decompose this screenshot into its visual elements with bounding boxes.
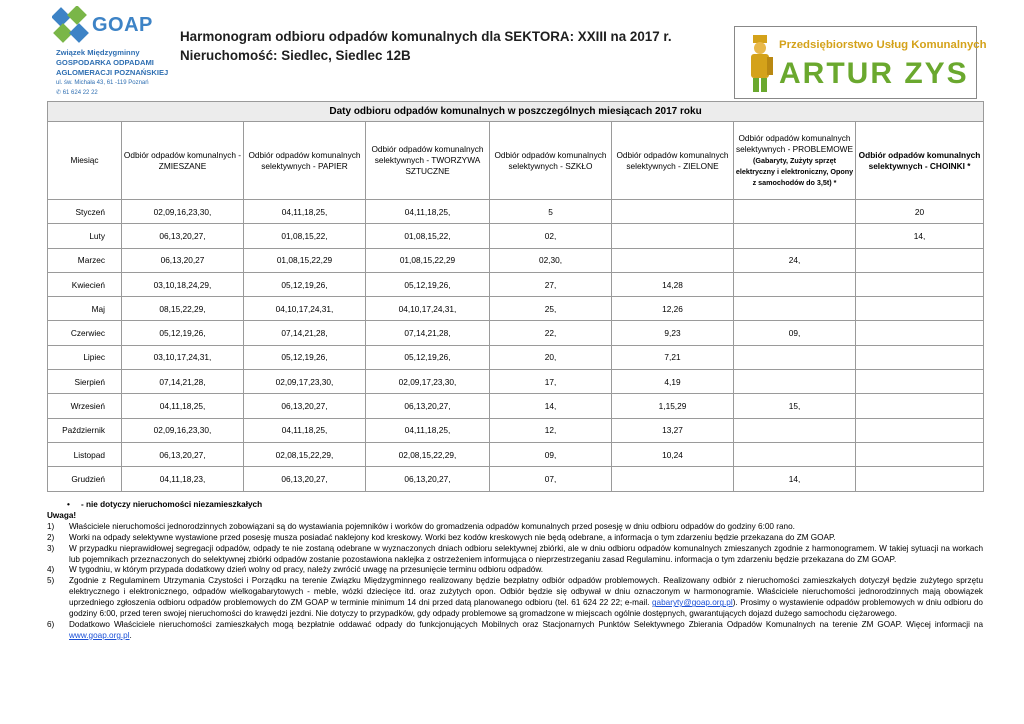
column-header-plastic: Odbiór odpadów komunalnych selektywnych - TWORZYWA SZTUCZNE — [366, 122, 490, 200]
column-header-green: Odbiór odpadów komunalnych selektywnych - ZIELONE — [612, 122, 734, 200]
column-header-paper: Odbiór odpadów komunalnych selektywnych - PAPIER — [244, 122, 366, 200]
date-cell: 05,12,19,26, — [366, 345, 490, 369]
date-cell: 04,10,17,24,31, — [366, 297, 490, 321]
month-cell: Marzec — [48, 248, 122, 272]
date-cell: 05,12,19,26, — [244, 345, 366, 369]
date-cell — [856, 345, 984, 369]
company-logo — [734, 26, 987, 99]
goap-word: GOAP — [92, 14, 153, 36]
date-cell: 02,30, — [490, 248, 612, 272]
date-cell: 12,26 — [612, 297, 734, 321]
date-cell: 06,13,20,27, — [244, 394, 366, 418]
goap-phone: ✆ 61 624 22 22 — [56, 90, 98, 96]
table-row — [48, 272, 984, 296]
date-cell: 02,08,15,22,29, — [366, 442, 490, 466]
date-cell: 09, — [734, 321, 856, 345]
month-cell: Kwiecień — [48, 272, 122, 296]
month-cell: Październik — [48, 418, 122, 442]
month-cell: Lipiec — [48, 345, 122, 369]
title-line-2: Nieruchomość: Siedlec, Siedlec 12B — [180, 48, 411, 63]
month-cell: Grudzień — [48, 467, 122, 491]
date-cell: 14,28 — [612, 272, 734, 296]
company-name: ARTUR ZYS — [779, 57, 969, 90]
table-row — [48, 321, 984, 345]
date-cell — [734, 224, 856, 248]
date-cell — [856, 442, 984, 466]
date-cell: 05,12,19,26, — [244, 272, 366, 296]
date-cell: 04,11,18,25, — [122, 394, 244, 418]
date-cell — [856, 272, 984, 296]
column-header-problem-sub: (Gabaryty, Zużyty sprzęt elektryczny i elektroniczny, Opony z samochodów do 3,5t) * — [735, 156, 854, 187]
date-cell — [612, 224, 734, 248]
table-row — [48, 442, 984, 466]
date-cell — [734, 345, 856, 369]
table-row — [48, 418, 984, 442]
date-cell: 04,11,18,25, — [244, 418, 366, 442]
schedule-table — [47, 101, 984, 492]
date-cell: 20, — [490, 345, 612, 369]
date-cell: 06,13,20,27 — [122, 248, 244, 272]
date-cell — [856, 248, 984, 272]
goap-address: ul. św. Michała 43, 61 -119 Poznań — [56, 80, 149, 86]
warning-heading: Uwaga! — [47, 510, 77, 520]
date-cell — [734, 272, 856, 296]
date-cell: 02,09,17,23,30, — [366, 370, 490, 394]
goap-line: Związek Międzygminny — [56, 48, 140, 57]
notes-section — [47, 500, 983, 642]
goap-lines — [56, 48, 180, 98]
date-cell: 20 — [856, 200, 984, 224]
date-cell: 01,08,15,22,29 — [366, 248, 490, 272]
date-cell: 24, — [734, 248, 856, 272]
date-cell: 01,08,15,22, — [244, 224, 366, 248]
note-item: 1) Właściciele nieruchomości jednorodzinnych zobowiązani są do wystawiania pojemników i worków do gromadzenia odpadów komunalnych przed posesję w dniu odbioru odpadów do godziny 6:00 rano. — [47, 521, 795, 531]
table-row — [48, 297, 984, 321]
page-title — [180, 27, 672, 65]
date-cell: 1,15,29 — [612, 394, 734, 418]
date-cell: 06,13,20,27, — [366, 467, 490, 491]
date-cell: 06,13,20,27, — [122, 224, 244, 248]
date-cell: 02,09,16,23,30, — [122, 200, 244, 224]
month-cell: Listopad — [48, 442, 122, 466]
date-cell: 04,10,17,24,31, — [244, 297, 366, 321]
date-cell: 06,13,20,27, — [122, 442, 244, 466]
table-row — [48, 200, 984, 224]
date-cell: 03,10,18,24,29, — [122, 272, 244, 296]
table-row — [48, 467, 984, 491]
date-cell: 04,11,18,25, — [244, 200, 366, 224]
date-cell — [734, 297, 856, 321]
worker-figure-icon — [745, 33, 777, 95]
table-row — [48, 394, 984, 418]
date-cell — [612, 248, 734, 272]
date-cell: 04,11,18,25, — [366, 200, 490, 224]
month-cell: Sierpień — [48, 370, 122, 394]
note-item: 2) Worki na odpady selektywne wystawione przed posesję musza posiadać naklejony kod kreskowy. Worki bez kodów kreskowych nie będą odebrane, a informacja o tym zdarzeniu będzie przekazana do ZM GOAP. — [47, 532, 836, 542]
date-cell: 17, — [490, 370, 612, 394]
date-cell — [734, 200, 856, 224]
date-cell: 05,12,19,26, — [366, 272, 490, 296]
date-cell — [856, 297, 984, 321]
date-cell: 07,14,21,28, — [122, 370, 244, 394]
note-item: 4) W tygodniu, w którym przypada dodatkowy dzień wolny od pracy, należy zwrócić uwagę na przesunięcie terminu odbioru odpadów. — [47, 565, 544, 575]
date-cell: 4,19 — [612, 370, 734, 394]
table-row — [48, 370, 984, 394]
schedule-body — [48, 200, 984, 492]
website-link[interactable]: www.goap.org.pl — [69, 630, 130, 640]
column-header-problem — [734, 122, 856, 200]
column-header-glass: Odbiór odpadów komunalnych selektywnych - SZKŁO — [490, 122, 612, 200]
column-header-month: Miesiąc — [48, 122, 122, 200]
date-cell — [856, 370, 984, 394]
title-line-1: Harmonogram odbioru odpadów komunalnych dla SEKTORA: XXIII na 2017 r. — [180, 29, 672, 44]
date-cell: 25, — [490, 297, 612, 321]
legend — [47, 500, 983, 511]
month-cell: Maj — [48, 297, 122, 321]
date-cell — [856, 418, 984, 442]
date-cell: 7,21 — [612, 345, 734, 369]
date-cell: 9,23 — [612, 321, 734, 345]
table-row — [48, 248, 984, 272]
date-cell: 02,08,15,22,29, — [244, 442, 366, 466]
date-cell — [856, 467, 984, 491]
date-cell: 04,11,18,23, — [122, 467, 244, 491]
month-cell: Styczeń — [48, 200, 122, 224]
email-link[interactable]: gabaryty@goap.org.pl — [652, 598, 733, 608]
table-row — [48, 345, 984, 369]
goap-logo — [52, 6, 176, 100]
date-cell: 08,15,22,29, — [122, 297, 244, 321]
date-cell: 07,14,21,28, — [244, 321, 366, 345]
date-cell: 07, — [490, 467, 612, 491]
date-cell: 09, — [490, 442, 612, 466]
date-cell: 07,14,21,28, — [366, 321, 490, 345]
date-cell — [734, 442, 856, 466]
column-header-problem-title: Odbiór odpadów komunalnych selektywnych - PROBLEMOWE — [735, 133, 854, 154]
month-cell: Luty — [48, 224, 122, 248]
company-subtitle: Przedsiębiorstwo Usług Komunalnych — [779, 39, 987, 51]
note-item: 3) W przypadku nieprawidłowej segregacji odpadów, odpady te nie zostaną odebrane w wyznaczonych dniach odbioru selektywnej zbiórki, ale w dniu odbioru odpadów komunalnych zmieszanych zgodnie z harmonogramem. W takiej sytuacji na workach lub pojemnikach przeznaczonych do selektywnej zbiórki odpadów zostanie pozostawiona naklejka z ostrzeżeniem informująca o nieprzestrzeganiu zasad Regulaminu. informacja o tym zdarzeniu będzie przekazana do ZM GOAP. — [47, 543, 983, 564]
date-cell: 12, — [490, 418, 612, 442]
date-cell: 04,11,18,25, — [366, 418, 490, 442]
date-cell: 27, — [490, 272, 612, 296]
bullet-icon: • — [67, 500, 70, 509]
date-cell: 15, — [734, 394, 856, 418]
date-cell — [856, 321, 984, 345]
date-cell: 01,08,15,22,29 — [244, 248, 366, 272]
date-cell: 13,27 — [612, 418, 734, 442]
date-cell: 05,12,19,26, — [122, 321, 244, 345]
date-cell: 02,09,17,23,30, — [244, 370, 366, 394]
date-cell: 02,09,16,23,30, — [122, 418, 244, 442]
note-item: 5) Zgodnie z Regulaminem Utrzymania Czystości i Porządku na terenie Związku Międzygminnego realizowany będzie bezpłatny odbiór odpadów problemowych. Realizowany odbiór z nieruchomości zamieszkałych dotyczył będzie zużytego sprzętu elektrycznego i elektronicznego, odpadów wielkogabarytowych - meble, wózki dziecięce itd. oraz zużytych opon. Odbiór będzie się odbywał w dniu oznaczonym w harmonogramie. Właściciele nieruchomości jednorodzinnych mają obowiązek uprzedniego zgłoszenia odbioru odpadów problemowych do ZM GOAP w terminie minimum 14 dni przed datą planowanego odbioru (tel. 61 624 22 22; e-mail. gabaryty@goap.org.pl). Prosimy o wystawienie odpadów problemowych w dniu odbioru do godziny 6:00, przed teren swojej nieruchomości do krawędzi jezdni. Nie dotyczy to przypadków, gdy odpady problemowe są gromadzone w miejscach ogólnie dostępnych, gwarantujących dojazd dużego samochodu ciężarowego. — [47, 576, 983, 619]
date-cell: 10,24 — [612, 442, 734, 466]
goap-line: GOSPODARKA ODPADAMI — [56, 58, 154, 67]
date-cell: 02, — [490, 224, 612, 248]
month-cell: Wrzesień — [48, 394, 122, 418]
date-cell: 5 — [490, 200, 612, 224]
date-cell — [856, 394, 984, 418]
goap-mark-icon — [52, 6, 92, 46]
date-cell — [734, 418, 856, 442]
note-item: 6) Dodatkowo Właściciele nieruchomości zamieszkałych mogą bezpłatnie oddawać odpady do funkcjonujących Mobilnych oraz Stacjonarnych Punktów Selektywnego Zbierania Odpadów Komunalnych na terenie ZM GOAP. Więcej informacji na www.goap.org.pl. — [47, 619, 983, 640]
date-cell — [734, 370, 856, 394]
date-cell: 22, — [490, 321, 612, 345]
date-cell: 03,10,17,24,31, — [122, 345, 244, 369]
legend-text: - nie dotyczy nieruchomości niezamieszkałych — [81, 500, 263, 509]
goap-line: AGLOMERACJI POZNAŃSKIEJ — [56, 68, 169, 77]
date-cell: 01,08,15,22, — [366, 224, 490, 248]
date-cell: 06,13,20,27, — [366, 394, 490, 418]
month-cell: Czerwiec — [48, 321, 122, 345]
date-cell: 14, — [734, 467, 856, 491]
date-cell: 14, — [856, 224, 984, 248]
column-header-mixed: Odbiór odpadów komunalnych - ZMIESZANE — [122, 122, 244, 200]
column-header-trees: Odbiór odpadów komunalnych selektywnych - CHOINKI * — [856, 122, 984, 200]
date-cell: 06,13,20,27, — [244, 467, 366, 491]
phone-icon: ✆ — [56, 90, 63, 96]
table-row — [48, 224, 984, 248]
date-cell — [612, 467, 734, 491]
date-cell: 14, — [490, 394, 612, 418]
table-caption: Daty odbioru odpadów komunalnych w poszczególnych miesiącach 2017 roku — [48, 102, 984, 122]
date-cell — [612, 200, 734, 224]
